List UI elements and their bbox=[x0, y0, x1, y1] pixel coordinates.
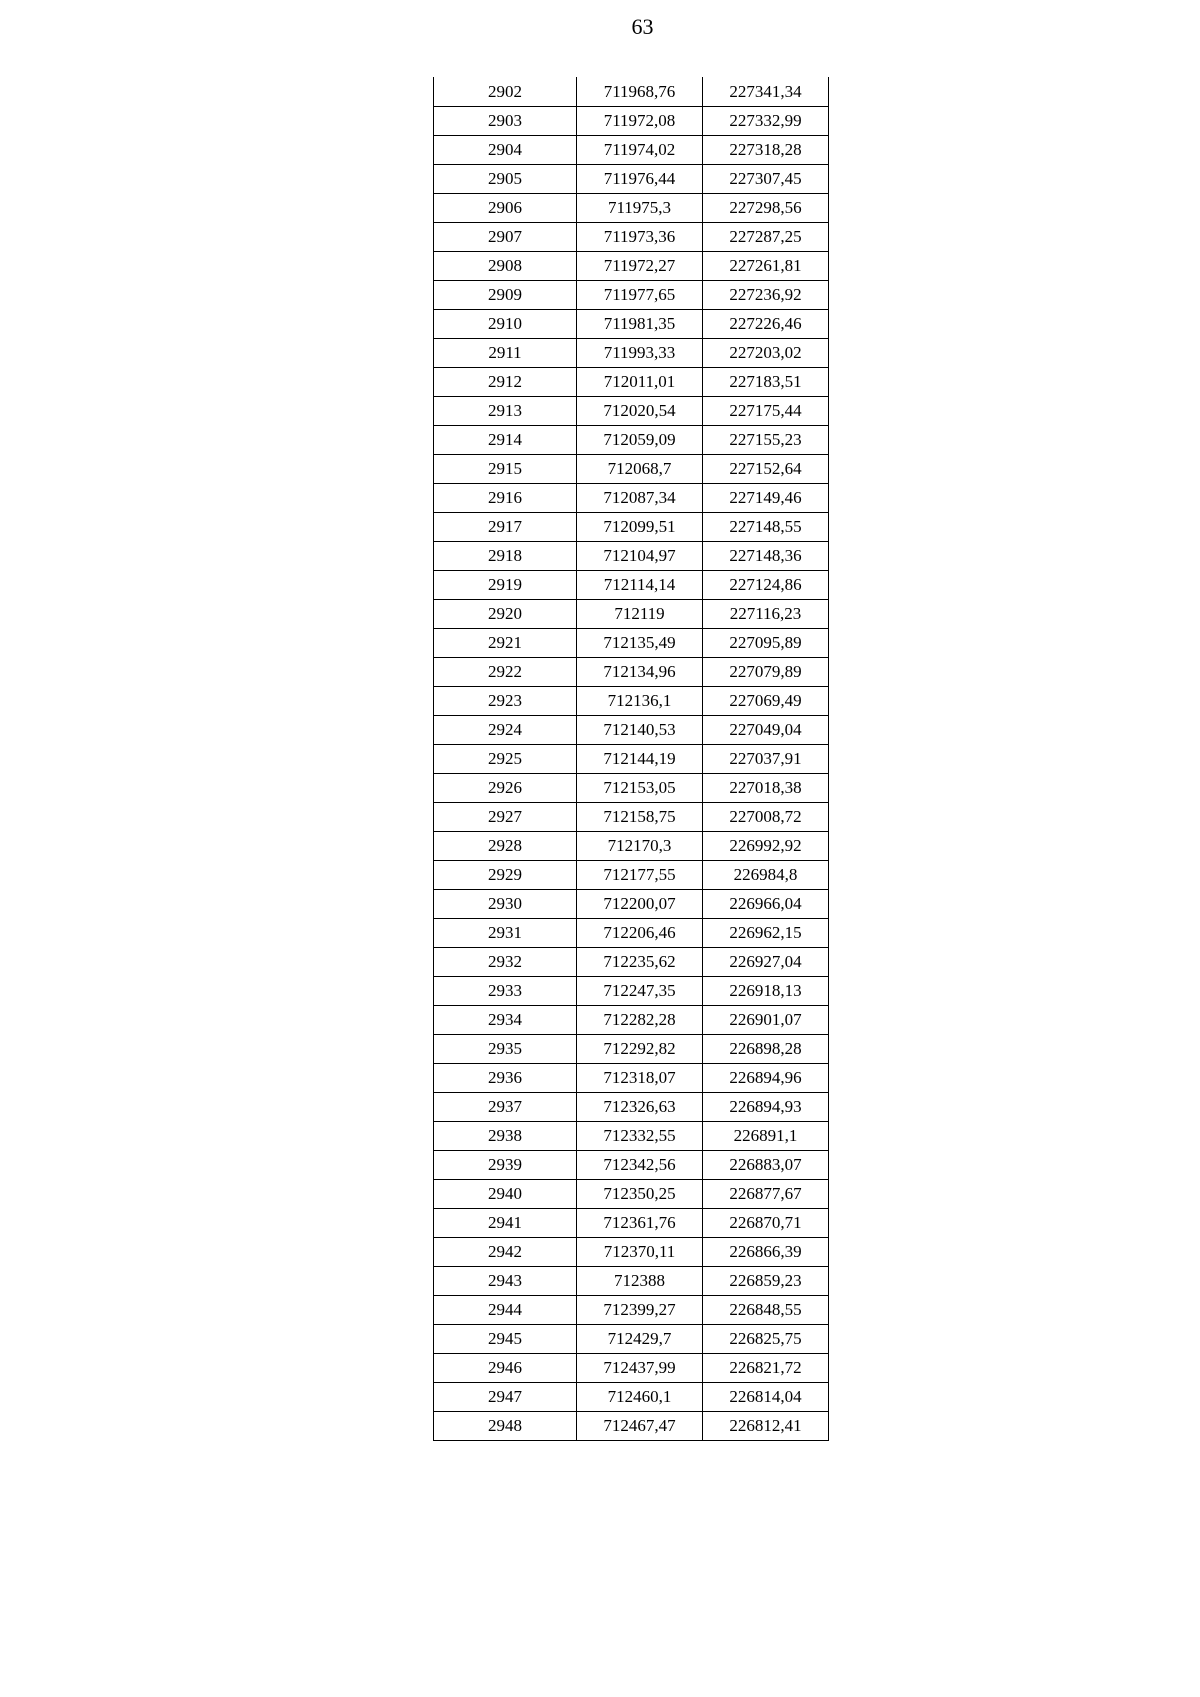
point-number-cell: 2919 bbox=[434, 570, 577, 599]
point-number-cell: 2925 bbox=[434, 744, 577, 773]
y-coordinate-cell: 226918,13 bbox=[703, 976, 829, 1005]
table-row bbox=[434, 976, 829, 1005]
point-number-cell: 2941 bbox=[434, 1208, 577, 1237]
point-number-cell: 2945 bbox=[434, 1324, 577, 1353]
x-coordinate-cell: 711968,76 bbox=[577, 77, 703, 106]
table-row bbox=[434, 483, 829, 512]
table-row bbox=[434, 454, 829, 483]
coordinates-table bbox=[433, 77, 829, 1441]
point-number-cell: 2937 bbox=[434, 1092, 577, 1121]
x-coordinate-cell: 712332,55 bbox=[577, 1121, 703, 1150]
point-number-cell: 2948 bbox=[434, 1411, 577, 1440]
point-number-cell: 2924 bbox=[434, 715, 577, 744]
x-coordinate-cell: 712350,25 bbox=[577, 1179, 703, 1208]
x-coordinate-cell: 712437,99 bbox=[577, 1353, 703, 1382]
table-row bbox=[434, 338, 829, 367]
y-coordinate-cell: 227069,49 bbox=[703, 686, 829, 715]
table-row bbox=[434, 1092, 829, 1121]
y-coordinate-cell: 227318,28 bbox=[703, 135, 829, 164]
x-coordinate-cell: 712140,53 bbox=[577, 715, 703, 744]
point-number-cell: 2911 bbox=[434, 338, 577, 367]
table-row bbox=[434, 1179, 829, 1208]
table-row bbox=[434, 1150, 829, 1179]
point-number-cell: 2932 bbox=[434, 947, 577, 976]
table-row bbox=[434, 1208, 829, 1237]
point-number-cell: 2930 bbox=[434, 889, 577, 918]
table-row bbox=[434, 309, 829, 338]
y-coordinate-cell: 226866,39 bbox=[703, 1237, 829, 1266]
table-row bbox=[434, 512, 829, 541]
table-row bbox=[434, 1121, 829, 1150]
point-number-cell: 2933 bbox=[434, 976, 577, 1005]
x-coordinate-cell: 711977,65 bbox=[577, 280, 703, 309]
point-number-cell: 2904 bbox=[434, 135, 577, 164]
x-coordinate-cell: 711973,36 bbox=[577, 222, 703, 251]
y-coordinate-cell: 227095,89 bbox=[703, 628, 829, 657]
table-row bbox=[434, 1382, 829, 1411]
x-coordinate-cell: 712020,54 bbox=[577, 396, 703, 425]
y-coordinate-cell: 226992,92 bbox=[703, 831, 829, 860]
table-row bbox=[434, 1063, 829, 1092]
y-coordinate-cell: 226894,96 bbox=[703, 1063, 829, 1092]
point-number-cell: 2907 bbox=[434, 222, 577, 251]
point-number-cell: 2947 bbox=[434, 1382, 577, 1411]
x-coordinate-cell: 712177,55 bbox=[577, 860, 703, 889]
table-row bbox=[434, 1411, 829, 1440]
point-number-cell: 2903 bbox=[434, 106, 577, 135]
x-coordinate-cell: 712158,75 bbox=[577, 802, 703, 831]
y-coordinate-cell: 227261,81 bbox=[703, 251, 829, 280]
point-number-cell: 2935 bbox=[434, 1034, 577, 1063]
table-row bbox=[434, 135, 829, 164]
y-coordinate-cell: 226812,41 bbox=[703, 1411, 829, 1440]
point-number-cell: 2912 bbox=[434, 367, 577, 396]
y-coordinate-cell: 227149,46 bbox=[703, 483, 829, 512]
x-coordinate-cell: 712399,27 bbox=[577, 1295, 703, 1324]
point-number-cell: 2920 bbox=[434, 599, 577, 628]
x-coordinate-cell: 712318,07 bbox=[577, 1063, 703, 1092]
x-coordinate-cell: 712104,97 bbox=[577, 541, 703, 570]
point-number-cell: 2946 bbox=[434, 1353, 577, 1382]
point-number-cell: 2929 bbox=[434, 860, 577, 889]
x-coordinate-cell: 712134,96 bbox=[577, 657, 703, 686]
y-coordinate-cell: 226859,23 bbox=[703, 1266, 829, 1295]
y-coordinate-cell: 227175,44 bbox=[703, 396, 829, 425]
table-row bbox=[434, 251, 829, 280]
y-coordinate-cell: 227124,86 bbox=[703, 570, 829, 599]
point-number-cell: 2905 bbox=[434, 164, 577, 193]
y-coordinate-cell: 227148,36 bbox=[703, 541, 829, 570]
point-number-cell: 2943 bbox=[434, 1266, 577, 1295]
x-coordinate-cell: 711975,3 bbox=[577, 193, 703, 222]
x-coordinate-cell: 712342,56 bbox=[577, 1150, 703, 1179]
x-coordinate-cell: 712144,19 bbox=[577, 744, 703, 773]
point-number-cell: 2926 bbox=[434, 773, 577, 802]
x-coordinate-cell: 712011,01 bbox=[577, 367, 703, 396]
y-coordinate-cell: 226927,04 bbox=[703, 947, 829, 976]
point-number-cell: 2902 bbox=[434, 77, 577, 106]
y-coordinate-cell: 227307,45 bbox=[703, 164, 829, 193]
x-coordinate-cell: 711993,33 bbox=[577, 338, 703, 367]
table-row bbox=[434, 715, 829, 744]
y-coordinate-cell: 227203,02 bbox=[703, 338, 829, 367]
table-row bbox=[434, 889, 829, 918]
y-coordinate-cell: 226848,55 bbox=[703, 1295, 829, 1324]
point-number-cell: 2942 bbox=[434, 1237, 577, 1266]
table-row bbox=[434, 1295, 829, 1324]
y-coordinate-cell: 227236,92 bbox=[703, 280, 829, 309]
x-coordinate-cell: 712059,09 bbox=[577, 425, 703, 454]
point-number-cell: 2921 bbox=[434, 628, 577, 657]
table-row bbox=[434, 628, 829, 657]
table-row bbox=[434, 396, 829, 425]
table-row bbox=[434, 570, 829, 599]
table-row bbox=[434, 947, 829, 976]
table-row bbox=[434, 106, 829, 135]
y-coordinate-cell: 226984,8 bbox=[703, 860, 829, 889]
y-coordinate-cell: 226821,72 bbox=[703, 1353, 829, 1382]
point-number-cell: 2922 bbox=[434, 657, 577, 686]
x-coordinate-cell: 711976,44 bbox=[577, 164, 703, 193]
point-number-cell: 2928 bbox=[434, 831, 577, 860]
x-coordinate-cell: 711972,27 bbox=[577, 251, 703, 280]
y-coordinate-cell: 227037,91 bbox=[703, 744, 829, 773]
table-row bbox=[434, 77, 829, 106]
x-coordinate-cell: 712119 bbox=[577, 599, 703, 628]
x-coordinate-cell: 712153,05 bbox=[577, 773, 703, 802]
x-coordinate-cell: 711972,08 bbox=[577, 106, 703, 135]
point-number-cell: 2916 bbox=[434, 483, 577, 512]
y-coordinate-cell: 226883,07 bbox=[703, 1150, 829, 1179]
table-row bbox=[434, 541, 829, 570]
point-number-cell: 2918 bbox=[434, 541, 577, 570]
x-coordinate-cell: 712099,51 bbox=[577, 512, 703, 541]
table-row bbox=[434, 164, 829, 193]
table-row bbox=[434, 280, 829, 309]
table-row bbox=[434, 425, 829, 454]
point-number-cell: 2944 bbox=[434, 1295, 577, 1324]
point-number-cell: 2917 bbox=[434, 512, 577, 541]
point-number-cell: 2913 bbox=[434, 396, 577, 425]
y-coordinate-cell: 227049,04 bbox=[703, 715, 829, 744]
y-coordinate-cell: 226870,71 bbox=[703, 1208, 829, 1237]
y-coordinate-cell: 227226,46 bbox=[703, 309, 829, 338]
y-coordinate-cell: 227079,89 bbox=[703, 657, 829, 686]
y-coordinate-cell: 227152,64 bbox=[703, 454, 829, 483]
table-row bbox=[434, 193, 829, 222]
x-coordinate-cell: 712114,14 bbox=[577, 570, 703, 599]
point-number-cell: 2908 bbox=[434, 251, 577, 280]
y-coordinate-cell: 226891,1 bbox=[703, 1121, 829, 1150]
x-coordinate-cell: 712235,62 bbox=[577, 947, 703, 976]
x-coordinate-cell: 712087,34 bbox=[577, 483, 703, 512]
y-coordinate-cell: 226877,67 bbox=[703, 1179, 829, 1208]
point-number-cell: 2914 bbox=[434, 425, 577, 454]
y-coordinate-cell: 226962,15 bbox=[703, 918, 829, 947]
x-coordinate-cell: 711981,35 bbox=[577, 309, 703, 338]
x-coordinate-cell: 712170,3 bbox=[577, 831, 703, 860]
x-coordinate-cell: 712326,63 bbox=[577, 1092, 703, 1121]
point-number-cell: 2938 bbox=[434, 1121, 577, 1150]
y-coordinate-cell: 227183,51 bbox=[703, 367, 829, 396]
x-coordinate-cell: 712467,47 bbox=[577, 1411, 703, 1440]
y-coordinate-cell: 226966,04 bbox=[703, 889, 829, 918]
point-number-cell: 2915 bbox=[434, 454, 577, 483]
y-coordinate-cell: 226814,04 bbox=[703, 1382, 829, 1411]
x-coordinate-cell: 712206,46 bbox=[577, 918, 703, 947]
y-coordinate-cell: 227018,38 bbox=[703, 773, 829, 802]
point-number-cell: 2906 bbox=[434, 193, 577, 222]
table-row bbox=[434, 657, 829, 686]
table-row bbox=[434, 222, 829, 251]
table-row bbox=[434, 686, 829, 715]
x-coordinate-cell: 712247,35 bbox=[577, 976, 703, 1005]
y-coordinate-cell: 227332,99 bbox=[703, 106, 829, 135]
table-row bbox=[434, 1237, 829, 1266]
y-coordinate-cell: 227008,72 bbox=[703, 802, 829, 831]
x-coordinate-cell: 712200,07 bbox=[577, 889, 703, 918]
y-coordinate-cell: 226825,75 bbox=[703, 1324, 829, 1353]
y-coordinate-cell: 226898,28 bbox=[703, 1034, 829, 1063]
point-number-cell: 2939 bbox=[434, 1150, 577, 1179]
x-coordinate-cell: 712135,49 bbox=[577, 628, 703, 657]
x-coordinate-cell: 712429,7 bbox=[577, 1324, 703, 1353]
x-coordinate-cell: 712292,82 bbox=[577, 1034, 703, 1063]
table-row bbox=[434, 1005, 829, 1034]
page-number: 63 bbox=[631, 14, 654, 39]
y-coordinate-cell: 227341,34 bbox=[703, 77, 829, 106]
x-coordinate-cell: 712136,1 bbox=[577, 686, 703, 715]
y-coordinate-cell: 227116,23 bbox=[703, 599, 829, 628]
y-coordinate-cell: 227155,23 bbox=[703, 425, 829, 454]
y-coordinate-cell: 226894,93 bbox=[703, 1092, 829, 1121]
table-row bbox=[434, 744, 829, 773]
point-number-cell: 2934 bbox=[434, 1005, 577, 1034]
x-coordinate-cell: 712282,28 bbox=[577, 1005, 703, 1034]
y-coordinate-cell: 227148,55 bbox=[703, 512, 829, 541]
table-row bbox=[434, 918, 829, 947]
table-row bbox=[434, 1266, 829, 1295]
y-coordinate-cell: 226901,07 bbox=[703, 1005, 829, 1034]
table-row bbox=[434, 1353, 829, 1382]
coordinates-table-body bbox=[434, 77, 829, 1440]
table-row bbox=[434, 1324, 829, 1353]
x-coordinate-cell: 712361,76 bbox=[577, 1208, 703, 1237]
table-row bbox=[434, 773, 829, 802]
x-coordinate-cell: 711974,02 bbox=[577, 135, 703, 164]
table-row bbox=[434, 802, 829, 831]
point-number-cell: 2910 bbox=[434, 309, 577, 338]
point-number-cell: 2927 bbox=[434, 802, 577, 831]
x-coordinate-cell: 712460,1 bbox=[577, 1382, 703, 1411]
point-number-cell: 2940 bbox=[434, 1179, 577, 1208]
y-coordinate-cell: 227287,25 bbox=[703, 222, 829, 251]
x-coordinate-cell: 712068,7 bbox=[577, 454, 703, 483]
table-row bbox=[434, 367, 829, 396]
point-number-cell: 2923 bbox=[434, 686, 577, 715]
point-number-cell: 2931 bbox=[434, 918, 577, 947]
table-row bbox=[434, 831, 829, 860]
table-row bbox=[434, 860, 829, 889]
point-number-cell: 2936 bbox=[434, 1063, 577, 1092]
x-coordinate-cell: 712370,11 bbox=[577, 1237, 703, 1266]
point-number-cell: 2909 bbox=[434, 280, 577, 309]
table-row bbox=[434, 1034, 829, 1063]
y-coordinate-cell: 227298,56 bbox=[703, 193, 829, 222]
table-row bbox=[434, 599, 829, 628]
x-coordinate-cell: 712388 bbox=[577, 1266, 703, 1295]
